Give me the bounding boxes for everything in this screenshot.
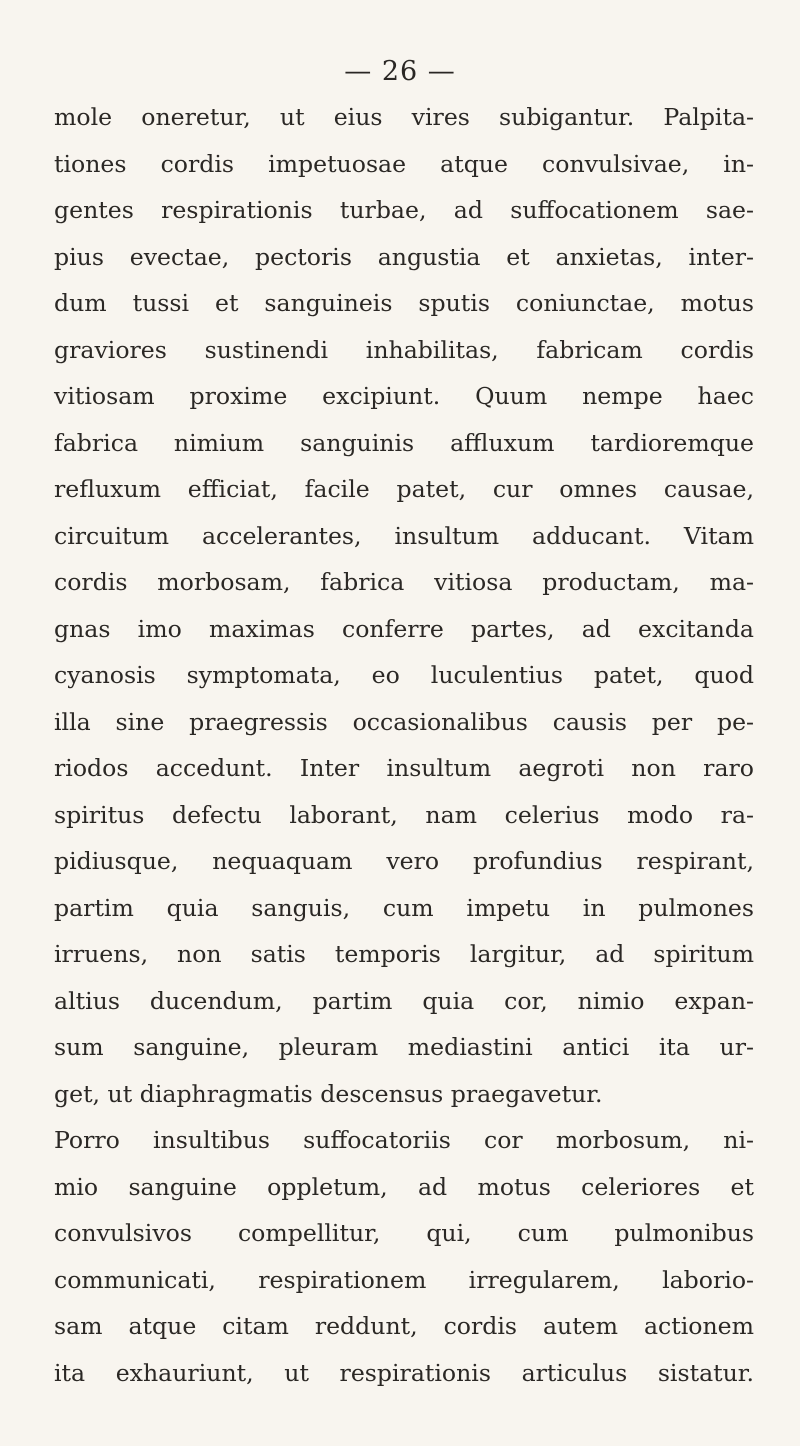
text-line: tiones cordis impetuosae atque convulsivae, in- — [54, 149, 754, 178]
text-line: graviores sustinendi inhabilitas, fabricam cordis — [54, 335, 754, 364]
text-line: sam atque citam reddunt, cordis autem actionem — [54, 1312, 754, 1340]
text-line: refluxum efficiat, facile patet, cur omnes causae, — [54, 475, 754, 503]
text-line: pius evectae, pectoris angustia et anxietas, inter- — [54, 242, 754, 271]
text-line: mio sanguine oppletum, ad motus celeriores et — [54, 1172, 754, 1201]
text-line: cyanosis symptomata, eo luculentius patet, quod — [54, 661, 754, 689]
text-line: pidiusque, nequaquam vero profundius respirant, — [54, 847, 754, 875]
text-line: communicati, respirationem irregularem, laborio- — [54, 1265, 754, 1294]
text-line: ita exhauriunt, ut respirationis articulus sistatur. — [54, 1358, 754, 1387]
text-line: circuitum accelerantes, insultum adducant. Vitam — [54, 521, 754, 550]
text-line: vitiosam proxime excipiunt. Quum nempe haec — [54, 382, 754, 410]
text-line: gnas imo maximas conferre partes, ad excitanda — [54, 614, 754, 643]
page-number-header: — 26 — — [344, 56, 456, 87]
text-line: dum tussi et sanguineis sputis coniunctae, motus — [54, 289, 754, 317]
text-line: spiritus defectu laborant, nam celerius modo ra- — [54, 800, 754, 829]
text-line: irruens, non satis temporis largitur, ad spiritum — [54, 940, 754, 968]
body-text — [54, 94, 754, 1396]
text-line: cordis morbosam, fabrica vitiosa productam, ma- — [54, 568, 754, 596]
text-line: mole oneretur, ut eius vires subigantur. Palpita- — [54, 103, 754, 131]
text-line: fabrica nimium sanguinis affluxum tardioremque — [54, 428, 754, 457]
text-line: altius ducendum, partim quia cor, nimio expan- — [54, 986, 754, 1015]
text-line: partim quia sanguis, cum impetu in pulmones — [54, 893, 754, 922]
text-line: gentes respirationis turbae, ad suffocationem sae- — [54, 196, 754, 224]
text-line: illa sine praegressis occasionalibus causis per pe- — [54, 707, 754, 736]
text-line: Porro insultibus suffocatoriis cor morbosum, ni- — [54, 1126, 754, 1154]
text-line: convulsivos compellitur, qui, cum pulmonibus — [54, 1219, 754, 1247]
text-line: get, ut diaphragmatis descensus praegavetur. — [54, 1079, 603, 1108]
text-line: sum sanguine, pleuram mediastini antici ita ur- — [54, 1033, 754, 1061]
text-line: riodos accedunt. Inter insultum aegroti non raro — [54, 754, 754, 782]
